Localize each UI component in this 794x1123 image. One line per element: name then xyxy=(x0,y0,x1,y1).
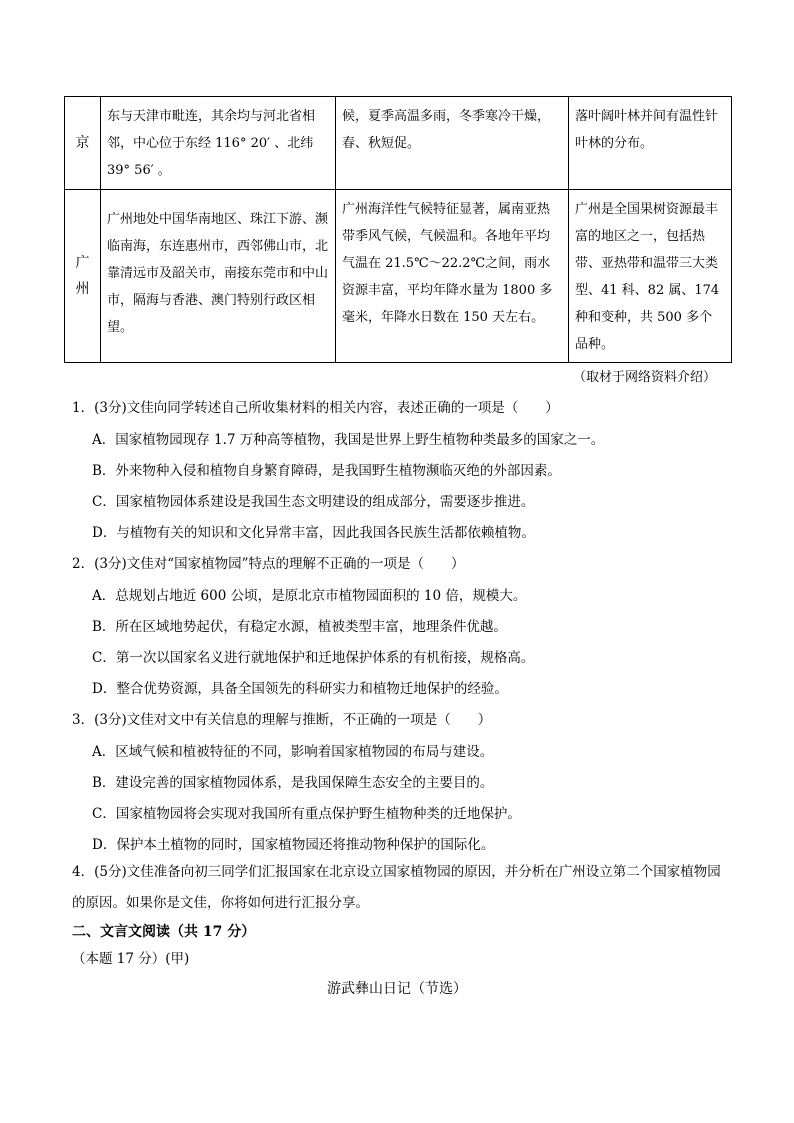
question-3-option-a: A．区域气候和植被特征的不同，影响着国家植物园的布局与建设。 xyxy=(92,744,494,760)
question-2-option-a: A．总规划占地近 600 公顷，是原北京市植物园面积的 10 倍，规模大。 xyxy=(92,588,527,604)
question-1-option-a: A．国家植物园现存 1.7 万种高等植物，我国是世界上野生植物种类最多的国家之一。 xyxy=(92,432,605,448)
sub-heading: （本题 17 分）(甲) xyxy=(72,951,190,967)
passage-title: 游武彝山日记（节选） xyxy=(327,981,467,997)
city-cell: 京 xyxy=(65,97,101,190)
climate-cell: 候，夏季高温多雨，冬季寒冷干燥，春、秋短促。 xyxy=(336,97,569,190)
plants-cell: 广州是全国果树资源最丰富的地区之一，包括热带、亚热带和温带三大类型、41 科、82 属、174 种和变种，共 500 多个品种。 xyxy=(569,190,732,363)
section-heading: 二、文言文阅读（共 17 分） xyxy=(72,924,256,940)
question-3-option-b: B．建设完善的国家植物园体系，是我国保障生态安全的主要目的。 xyxy=(92,775,494,791)
question-4: 4．(5分)文佳准备向初三同学们汇报国家在北京设立国家植物园的原因，并分析在广州设立第二个国家植物园的原因。如果你是文佳，你将如何进行汇报分享。 xyxy=(72,864,721,911)
plants-cell: 落叶阔叶林并间有温性针叶林的分布。 xyxy=(569,97,732,190)
source-note: （取材于网络资料介绍） xyxy=(572,370,716,385)
question-2-option-b: B．所在区域地势起伏，有稳定水源，植被类型丰富，地理条件优越。 xyxy=(92,619,507,635)
question-1-option-c: C．国家植物园体系建设是我国生态文明建设的组成部分，需要逐步推进。 xyxy=(92,494,535,510)
question-3-option-d: D．保护本土植物的同时，国家植物园还将推动物种保护的国际化。 xyxy=(92,837,495,853)
question-2-option-d: D．整合优势资源，具备全国领先的科研实力和植物迁地保护的经验。 xyxy=(92,681,508,697)
question-1-stem: 1．(3分)文佳向同学转述自己所收集材料的相关内容，表述正确的一项是（ ） xyxy=(72,400,559,416)
location-cell: 东与天津市毗连，其余均与河北省相邻，中心位于东经 116° 20′ 、北纬 39° 56′ 。 xyxy=(101,97,336,190)
table-row-beijing xyxy=(65,97,732,190)
question-3-option-c: C．国家植物园将会实现对我国所有重点保护野生植物种类的迁地保护。 xyxy=(92,806,521,822)
city-cell: 广州 xyxy=(65,190,101,363)
location-cell: 广州地处中国华南地区、珠江下游、濒临南海，东连惠州市，西邻佛山市，北靠清远市及韶关市，南接东莞市和中山市，隔海与香港、澳门特别行政区相望。 xyxy=(101,190,336,363)
question-2-stem: 2．(3分)文佳对“国家植物园”特点的理解不正确的一项是（ ） xyxy=(72,556,465,572)
question-1-option-b: B．外来物种入侵和植物自身繁育障碍，是我国野生植物濒临灭绝的外部因素。 xyxy=(92,463,561,479)
question-3-stem: 3．(3分)文佳对文中有关信息的理解与推断，不正确的一项是（ ） xyxy=(72,712,492,728)
info-table xyxy=(64,96,732,363)
climate-cell: 广州海洋性气候特征显著，属南亚热带季风气候，气候温和。各地年平均气温在 21.5℃～22.2℃之间，雨水资源丰富，平均年降水量为 1800 多毫米，年降水日数在 150 天左右。 xyxy=(336,190,569,363)
table-row-guangzhou xyxy=(65,190,732,363)
question-1-option-d: D．与植物有关的知识和文化异常丰富，因此我国各民族生活都依赖植物。 xyxy=(92,525,535,541)
question-2-option-c: C．第一次以国家名义进行就地保护和迁地保护体系的有机衔接，规格高。 xyxy=(92,650,535,666)
